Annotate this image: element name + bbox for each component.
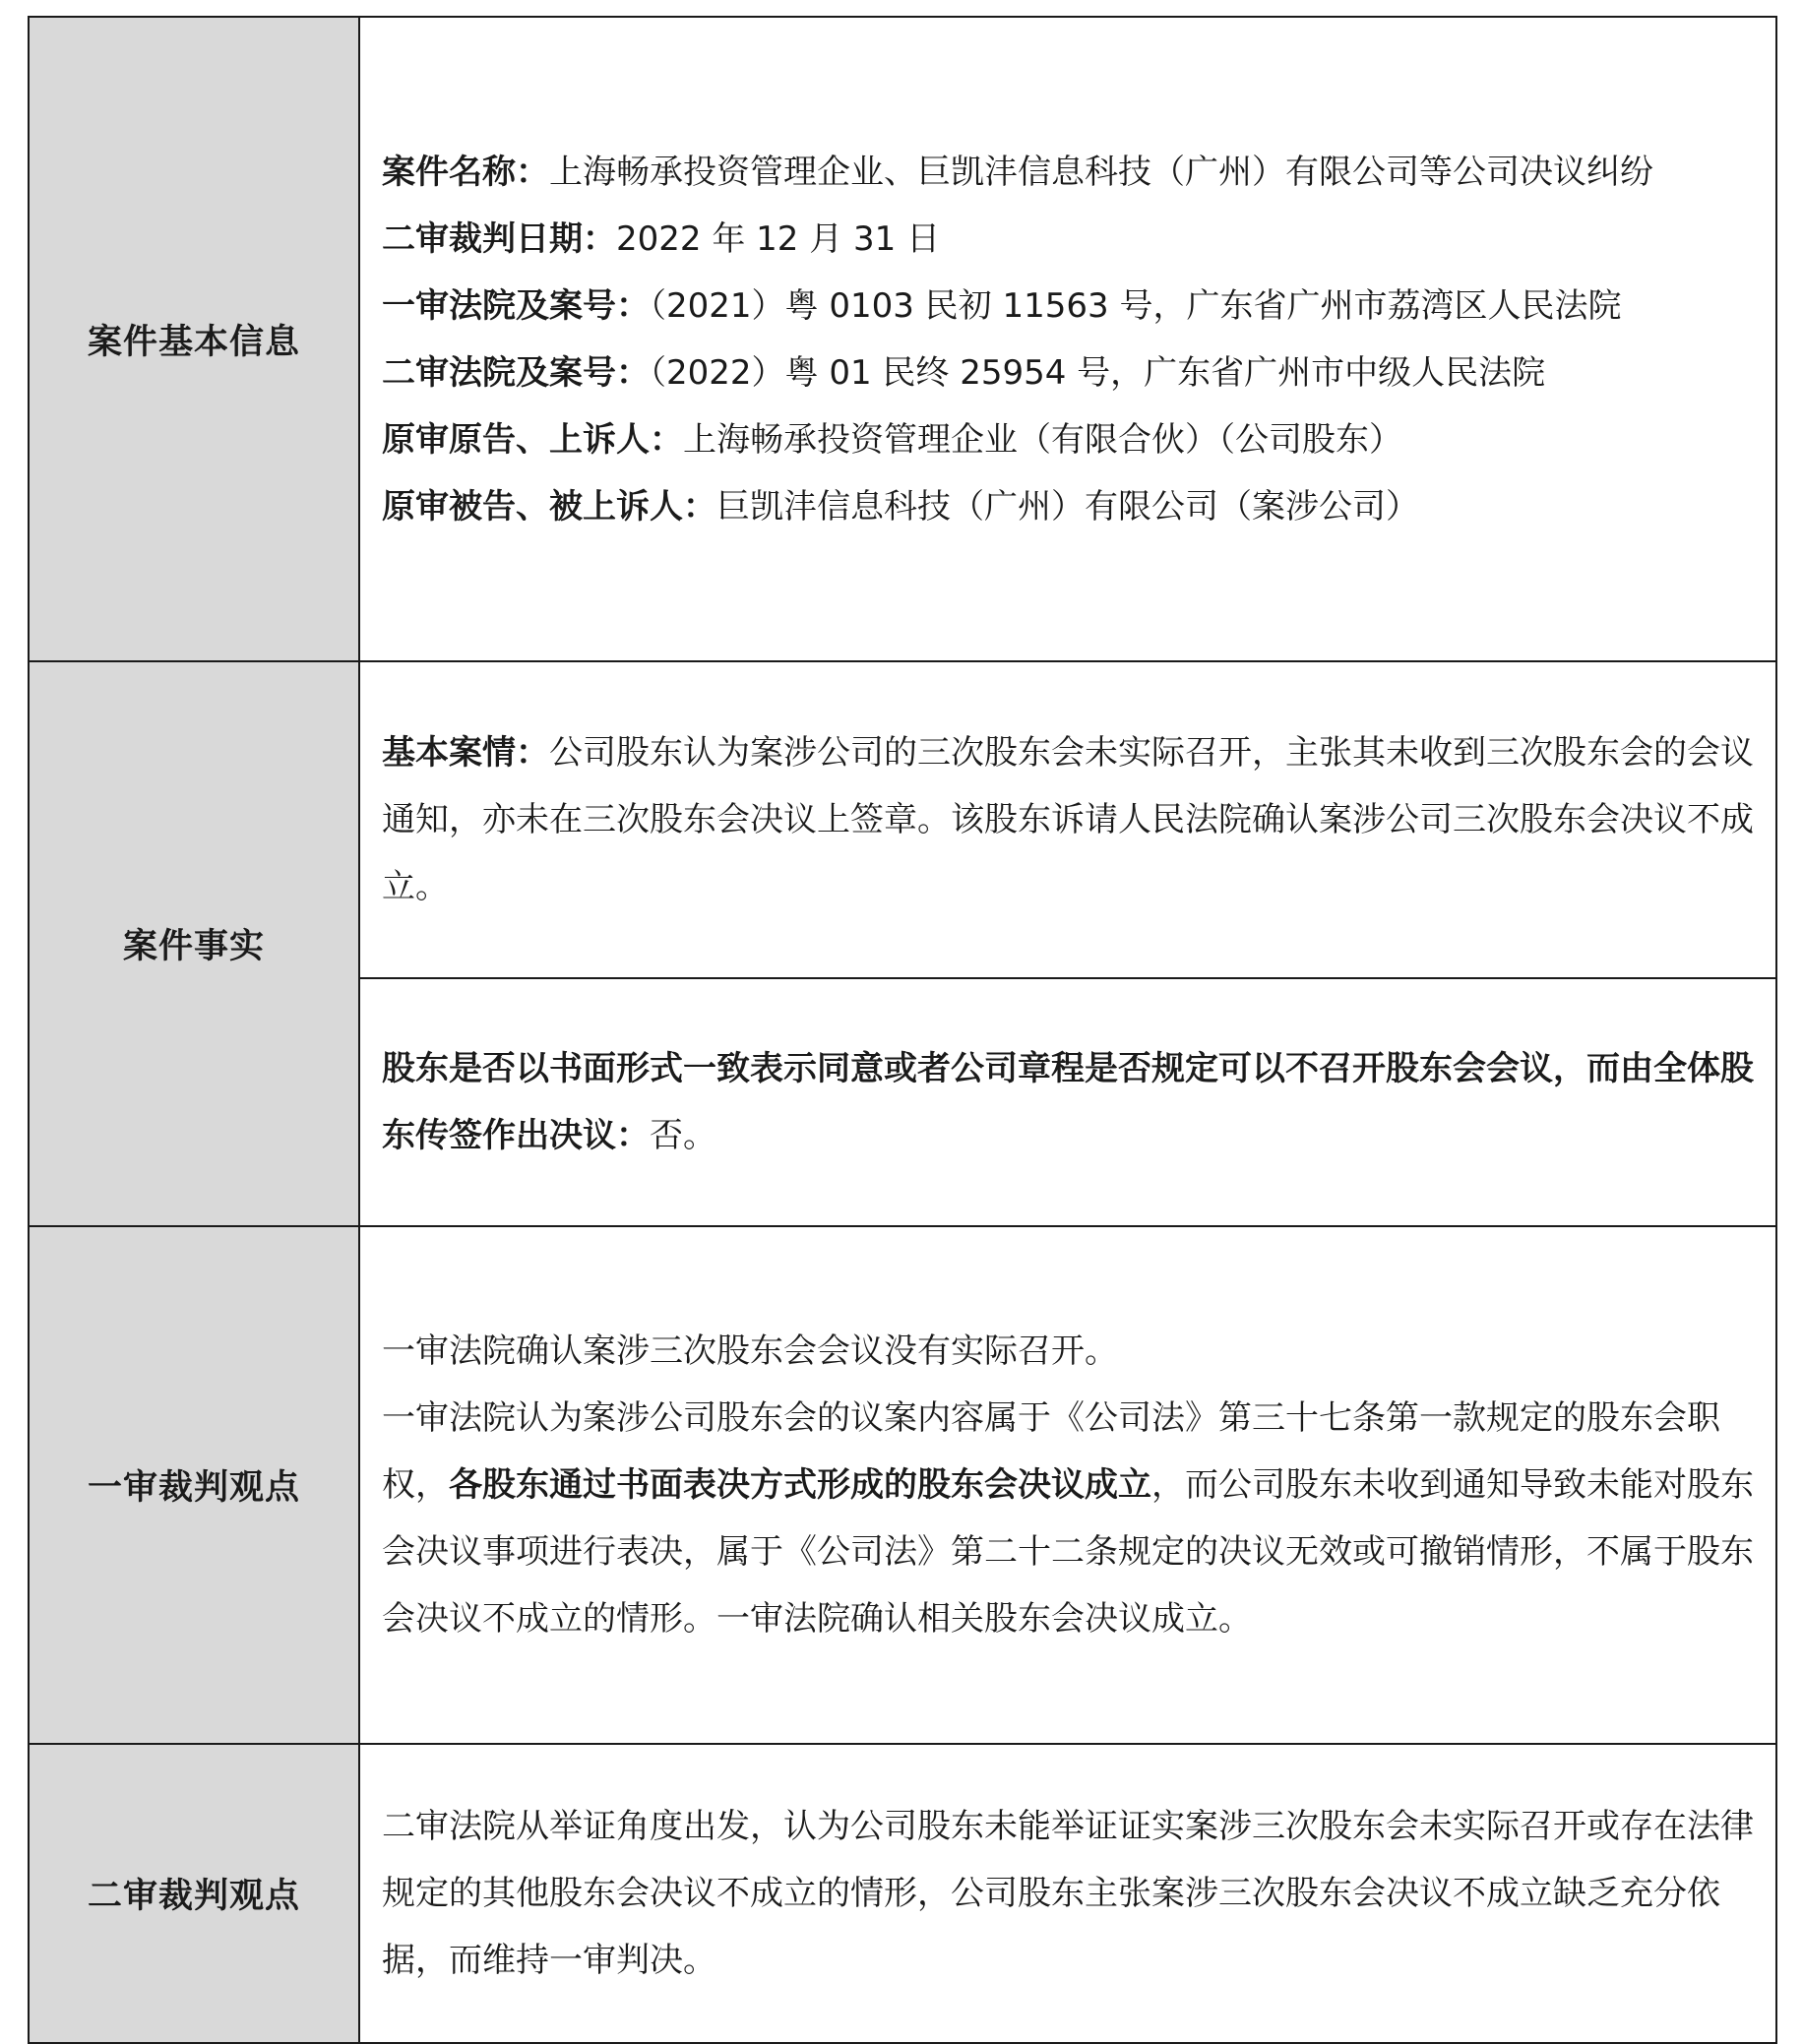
- first-instance-para2-start: 一审法院认为案涉公司股东会的议案内容属于《公司法》第三十七条第一款规定的股东会职权，: [382, 1398, 1720, 1505]
- case-summary-table: [28, 16, 1777, 2044]
- first-court-value: （2021）粤 0103 民初 11563 号，广东省广州市荔湾区人民法院: [650, 285, 1622, 326]
- first-instance-para2: [382, 1385, 1754, 1652]
- second-instance-content: 二审法院从举证角度出发，认为公司股东未能举证证实案涉三次股东会未实际召开或存在法律规定的其他股东会决议不成立的情形，公司股东主张案涉三次股东会决议不成立缺乏充分依据，而维持一审判决。: [359, 1744, 1776, 2043]
- second-trial-date-value: 2022 年 12 月 31 日: [616, 218, 941, 259]
- facts-label: 案件事实: [29, 661, 359, 1226]
- plaintiff-value: 上海畅承投资管理企业（有限合伙）（公司股东）: [683, 419, 1402, 460]
- defendant-key: 原审被告、被上诉人：: [382, 486, 716, 526]
- basic-info-label: 案件基本信息: [29, 17, 359, 661]
- plaintiff-key: 原审原告、上诉人：: [382, 419, 683, 460]
- facts-question-value: 否。: [650, 1116, 716, 1155]
- defendant-line: [382, 473, 1754, 540]
- second-instance-label: 二审裁判观点: [29, 1744, 359, 2043]
- facts-basic-content: [359, 661, 1776, 978]
- facts-question-content: [359, 978, 1776, 1226]
- case-name-line: [382, 139, 1754, 206]
- first-instance-para2-emphasis: 各股东通过书面表决方式形成的股东会决议成立: [449, 1465, 1151, 1505]
- first-court-line: [382, 273, 1754, 340]
- case-name-value: 上海畅承投资管理企业、巨凯沣信息科技（广州）有限公司等公司决议纠纷: [549, 152, 1653, 192]
- facts-basic-value: 公司股东认为案涉公司的三次股东会未实际召开，主张其未收到三次股东会的会议通知，亦未在三次股东会决议上签章。该股东诉请人民法院确认案涉公司三次股东会决议不成立。: [382, 733, 1754, 906]
- second-trial-date-line: [382, 206, 1754, 273]
- basic-info-content: [359, 17, 1776, 661]
- second-court-line: [382, 340, 1754, 406]
- case-name-key: 案件名称：: [382, 152, 549, 192]
- facts-row-basic: [29, 661, 1776, 978]
- second-court-value: （2022）粤 01 民终 25954 号，广东省广州市中级人民法院: [650, 352, 1546, 393]
- second-instance-row: [29, 1744, 1776, 2043]
- second-court-key: 二审法院及案号：: [382, 352, 650, 393]
- first-instance-row: [29, 1226, 1776, 1744]
- first-instance-para1: 一审法院确认案涉三次股东会会议没有实际召开。: [382, 1332, 1118, 1371]
- first-instance-content: [359, 1226, 1776, 1744]
- plaintiff-line: [382, 406, 1754, 473]
- defendant-value: 巨凯沣信息科技（广州）有限公司（案涉公司）: [716, 486, 1419, 526]
- facts-question-key: 股东是否以书面形式一致表示同意或者公司章程是否规定可以不召开股东会会议，而由全体股东传签作出决议：: [382, 1049, 1754, 1155]
- facts-basic-key: 基本案情：: [382, 733, 549, 773]
- first-instance-label: 一审裁判观点: [29, 1226, 359, 1744]
- basic-info-row: [29, 17, 1776, 661]
- first-court-key: 一审法院及案号：: [382, 285, 650, 326]
- second-trial-date-key: 二审裁判日期：: [382, 218, 616, 259]
- first-instance-para2-end: ，而公司股东未收到通知导致未能对股东会决议事项进行表决，属于《公司法》第二十二条规定的决议无效或可撤销情形，不属于股东会决议不成立的情形。一审法院确认相关股东会决议成立。: [382, 1465, 1754, 1639]
